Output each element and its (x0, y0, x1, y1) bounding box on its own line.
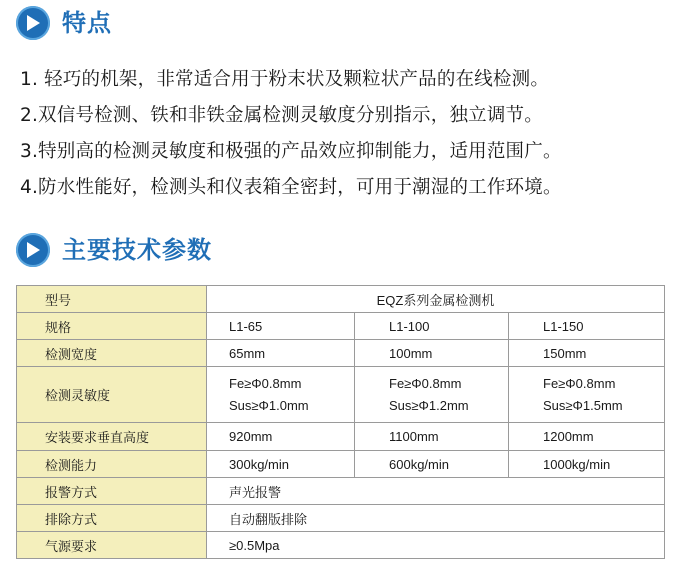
table-row (17, 340, 665, 367)
table-row (17, 423, 665, 451)
reject-value: 自动翻版排除 (207, 505, 665, 532)
alarm-value: 声光报警 (207, 478, 665, 505)
model-value: EQZ系列金属检测机 (207, 286, 665, 313)
height-cell: 920mm (207, 423, 355, 451)
width-label: 检测宽度 (17, 340, 207, 367)
spec-label: 规格 (17, 313, 207, 340)
sensitivity-cell (355, 367, 509, 423)
play-circle-icon (16, 233, 50, 267)
sus-sensitivity: Sus≥Φ1.0mm (229, 397, 309, 413)
fe-sensitivity: Fe≥Φ0.8mm (389, 375, 462, 391)
features-header (16, 6, 112, 40)
features-list (20, 62, 680, 206)
specs-title: 主要技术参数 (62, 236, 212, 264)
spec-cell: L1-65 (207, 313, 355, 340)
table-row (17, 451, 665, 478)
capacity-cell: 300kg/min (207, 451, 355, 478)
spec-table (16, 285, 665, 559)
feature-item: 4.防水性能好，检测头和仪表箱全密封，可用于潮湿的工作环境。 (20, 177, 562, 198)
table-row (17, 532, 665, 559)
air-value: ≥0.5Mpa (207, 532, 665, 559)
height-label: 安装要求垂直高度 (17, 423, 207, 451)
feature-item: 1. 轻巧的机架，非常适合用于粉末状及颗粒状产品的在线检测。 (20, 69, 550, 90)
height-cell: 1100mm (355, 423, 509, 451)
width-cell: 150mm (509, 340, 665, 367)
table-row (17, 367, 665, 423)
table-row (17, 505, 665, 532)
table-row (17, 286, 665, 313)
sensitivity-cell (509, 367, 665, 423)
spec-cell: L1-100 (355, 313, 509, 340)
feature-item: 2.双信号检测、铁和非铁金属检测灵敏度分别指示，独立调节。 (20, 105, 543, 126)
play-circle-icon (16, 6, 50, 40)
capacity-label: 检测能力 (17, 451, 207, 478)
table-row (17, 478, 665, 505)
table-row (17, 313, 665, 340)
sensitivity-label: 检测灵敏度 (17, 367, 207, 423)
capacity-cell: 1000kg/min (509, 451, 665, 478)
features-title: 特点 (62, 9, 112, 37)
air-label: 气源要求 (17, 532, 207, 559)
reject-label: 排除方式 (17, 505, 207, 532)
specs-header (16, 233, 212, 267)
fe-sensitivity: Fe≥Φ0.8mm (229, 375, 302, 391)
alarm-label: 报警方式 (17, 478, 207, 505)
feature-item: 3.特别高的检测灵敏度和极强的产品效应抑制能力，适用范围广。 (20, 141, 562, 162)
width-cell: 100mm (355, 340, 509, 367)
model-label: 型号 (17, 286, 207, 313)
fe-sensitivity: Fe≥Φ0.8mm (543, 375, 616, 391)
height-cell: 1200mm (509, 423, 665, 451)
sensitivity-cell (207, 367, 355, 423)
spec-cell: L1-150 (509, 313, 665, 340)
sus-sensitivity: Sus≥Φ1.5mm (543, 397, 623, 413)
capacity-cell: 600kg/min (355, 451, 509, 478)
width-cell: 65mm (207, 340, 355, 367)
sus-sensitivity: Sus≥Φ1.2mm (389, 397, 469, 413)
